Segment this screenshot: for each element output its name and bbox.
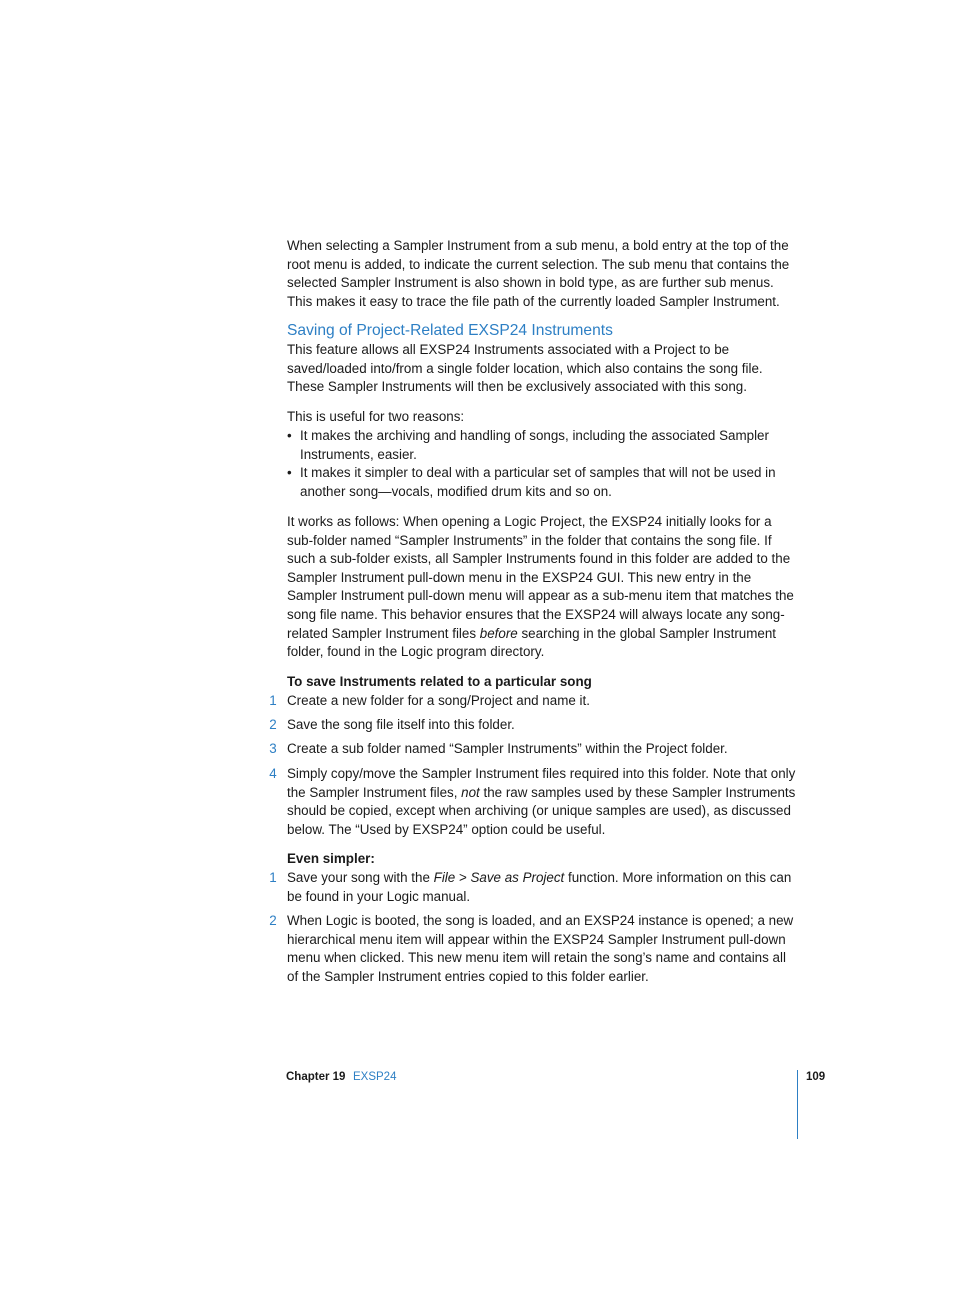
menu-save-as-project-italic: Save as Project	[470, 870, 565, 885]
reasons-list	[287, 427, 797, 501]
section-intro-paragraph: This feature allows all EXSP24 Instruments associated with a Project to be saved/loaded into/from a single folder location, which also contains the song file. These Sampler Instruments will then be exclusively associated with this song.	[287, 342, 763, 395]
task-step	[266, 740, 797, 759]
step-number: 1	[269, 693, 277, 708]
step-text-pre: Save your song with the	[287, 870, 434, 885]
step-text: Save the song file itself into this folder.	[287, 717, 515, 732]
footer-chapter-title: EXSP24	[353, 1071, 397, 1083]
how-text-italic: before	[479, 625, 518, 641]
page-number: 109	[806, 1071, 826, 1083]
step-number: 2	[269, 913, 277, 928]
section-heading: Saving of Project-Related EXSP24 Instruments	[287, 322, 613, 339]
footer-chapter-label: Chapter 19	[286, 1071, 346, 1083]
how-text-part2: searching in the global Sampler Instrument folder, found in the Logic program directory.	[287, 625, 777, 660]
step-text: When Logic is booted, the song is loaded, and an EXSP24 instance is opened; a new hierarchical menu item will appear within the EXSP24 Sampler Instrument pull-down menu when clicked. This new menu item will retain the song’s name and contains all of the Sampler Instrument entries copied to this folder earlier.	[287, 913, 794, 984]
step-text	[287, 869, 797, 906]
step-number: 3	[269, 741, 277, 756]
step-text-italic: not	[461, 784, 480, 800]
simpler-step	[266, 869, 797, 906]
step-number: 2	[269, 717, 277, 732]
bullet-text: It makes the archiving and handling of songs, including the associated Sampler Instruments, easier.	[300, 428, 769, 462]
step-text: Create a new folder for a song/Project and name it.	[287, 693, 590, 708]
how-it-works-paragraph	[287, 513, 797, 662]
task-step	[266, 765, 797, 839]
simpler-step	[266, 912, 797, 986]
step-text-pre: Simply copy/move the Sampler Instrument files required into this folder. Note that only the Sampler Instrument files,	[287, 766, 796, 800]
step-text: Create a sub folder named “Sampler Instruments” within the Project folder.	[287, 741, 728, 756]
menu-file-italic: File	[433, 870, 456, 885]
step-text-post: function. More information on this can be found in your Logic manual.	[287, 870, 792, 904]
footer-divider	[797, 1070, 798, 1139]
task-step	[266, 692, 797, 711]
bullet-icon: •	[287, 465, 292, 481]
bullet-icon: •	[287, 428, 292, 443]
list-item	[287, 427, 797, 464]
task-step	[266, 716, 797, 735]
intro-paragraph: When selecting a Sampler Instrument from a sub menu, a bold entry at the top of the root menu is added, to indicate the current selection. The sub menu that contains the selected Sampler Instrument is also shown in bold type, as are further sub menus. This makes it easy to trace the file path of the currently loaded Sampler Instrument.	[287, 238, 790, 309]
reasons-intro: This is useful for two reasons:	[287, 409, 465, 424]
step-text-post: the raw samples used by these Sampler Instruments should be copied, except when archiving (or unique samples are used), as discussed below. The “Used by EXSP24” option could be useful.	[287, 784, 796, 837]
step-number: 1	[269, 870, 277, 885]
bullet-text: It makes it simpler to deal with a particular set of samples that will not be used in another song—vocals, modified drum kits and so on.	[300, 465, 776, 499]
list-item	[287, 464, 797, 501]
step-text	[287, 765, 797, 839]
even-simpler-title: Even simpler:	[287, 851, 375, 866]
task-title: To save Instruments related to a particular song	[287, 674, 592, 689]
menu-separator: >	[455, 870, 471, 885]
step-number: 4	[269, 766, 277, 781]
how-text-part1: It works as follows: When opening a Logic Project, the EXSP24 initially looks for a sub-folder named “Sampler Instruments” in the folder that contains the song file. If such a sub-folder exists, all Sampler Instruments found in this folder are added to the Sampler Instrument pull-down menu in the EXSP24 GUI. This new entry in the Sampler Instrument pull-down menu will appear as a sub-menu item that matches the song file name. This behavior ensures that the EXSP24 will always locate any song-related Sampler Instrument files	[287, 514, 794, 641]
